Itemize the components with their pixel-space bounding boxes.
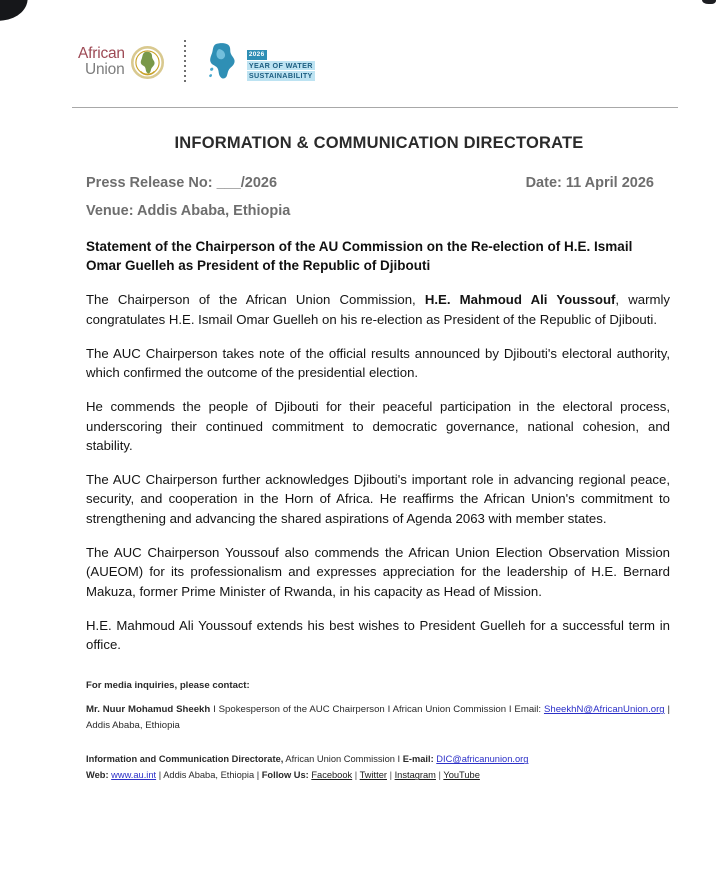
- african-union-emblem-icon: [131, 46, 164, 79]
- statement-headline: Statement of the Chairperson of the AU Commission on the Re-election of H.E. Ismail Omar Guelleh as President of the Republic of Djibouti: [86, 239, 633, 274]
- water-logo-year: 2026: [248, 51, 265, 59]
- footer-email-link[interactable]: DIC@africanunion.org: [436, 754, 529, 765]
- footer-directorate: Information and Communication Directorate,: [86, 754, 284, 765]
- footer-social-links: [311, 770, 480, 780]
- footer-commission: African Union Commission I: [283, 754, 403, 765]
- document-footer: [86, 752, 672, 784]
- footer-address: | Addis Ababa, Ethiopia |: [156, 770, 262, 781]
- press-release-date: Date: 11 April 2026: [525, 175, 654, 191]
- african-union-logo: [78, 46, 164, 79]
- press-release-venue: Venue: Addis Ababa, Ethiopia: [86, 203, 291, 219]
- press-release-number: Press Release No: ___/2026: [86, 175, 278, 191]
- water-logo-line2: SUSTAINABILITY: [247, 71, 315, 80]
- spokesperson-role: I Spokesperson of the AUC Chairperson I African Union Commission I Email:: [210, 704, 544, 716]
- spokesperson-location: | Addis Ababa, Ethiopia: [86, 704, 670, 731]
- para-congratulation: The Chairperson of the African Union Commission, H.E. Mahmoud Ali Youssouf, warmly congratulates H.E. Ismail Omar Guelleh on his re-election as President of the Republic of Djibouti.: [86, 292, 670, 327]
- press-release-meta-row: [86, 175, 672, 191]
- page-title: INFORMATION & COMMUNICATION DIRECTORATE: [174, 134, 584, 152]
- au-wordmark-union: Union: [85, 61, 125, 78]
- para-best-wishes: H.E. Mahmoud Ali Youssouf extends his best wishes to President Guelleh for a successful term in office.: [86, 617, 670, 653]
- footer-social-link-twitter[interactable]: Twitter: [359, 770, 387, 781]
- letterhead-logo-row: [40, 0, 680, 88]
- footer-social-link-instagram[interactable]: Instagram: [394, 770, 436, 781]
- footer-social-link-facebook[interactable]: Facebook: [311, 770, 353, 781]
- footer-web-link[interactable]: www.au.int: [111, 770, 157, 781]
- para-official-results: The AUC Chairperson takes note of the official results announced by Djibouti's electoral authority, which confirmed the outcome of the presidential election.: [86, 345, 670, 381]
- document-content: [40, 134, 680, 784]
- footer-follow-label: Follow Us:: [261, 770, 309, 781]
- year-of-water-sustainability-logo: [202, 41, 315, 83]
- media-contact-heading: For media inquiries, please contact:: [86, 680, 250, 692]
- footer-separator: |: [387, 770, 395, 781]
- letterhead-divider-rule: [72, 107, 678, 108]
- spokesperson-name: Mr. Nuur Mohamud Sheekh: [86, 704, 211, 716]
- african-union-wordmark: [78, 46, 125, 79]
- footer-social-link-youtube[interactable]: YouTube: [443, 770, 480, 781]
- logo-dotted-divider: [184, 40, 186, 84]
- statement-body: [86, 290, 672, 654]
- spokesperson-email-link[interactable]: SheekhN@AfricanUnion.org: [543, 704, 665, 716]
- para-regional-role: The AUC Chairperson further acknowledges Djibouti's important role in advancing regional peace, security, and cooperation in the Horn of Africa. He reaffirms the African Union's commitment to strengthening and advancing the shared aspirations of Agenda 2063 with member states.: [86, 472, 670, 526]
- media-contact-details: [86, 702, 672, 733]
- emphasised-text: H.E. Mahmoud Ali Youssouf: [424, 292, 616, 308]
- para-commends-people: He commends the people of Djibouti for their peaceful participation in the electoral process, underscoring their continued commitment to democratic governance, national cohesion, and stability.: [86, 399, 670, 453]
- para-observation-mission: The AUC Chairperson Youssouf also commends the African Union Election Observation Mission (AUEOM) for its professionalism and expresses appreciation for the leadership of H.E. Bernard Makuza, former Prime Minister of Rwanda, in his capacity as Head of Mission.: [86, 544, 670, 599]
- footer-separator: |: [435, 770, 444, 781]
- africa-water-map-icon: [202, 41, 242, 83]
- footer-web-label: Web:: [86, 770, 109, 781]
- water-logo-text: [247, 43, 315, 80]
- water-logo-line1: YEAR OF WATER: [248, 60, 313, 70]
- footer-separator: |: [352, 770, 360, 781]
- au-wordmark-african: African: [78, 44, 125, 62]
- footer-email-label: E-mail:: [402, 754, 434, 765]
